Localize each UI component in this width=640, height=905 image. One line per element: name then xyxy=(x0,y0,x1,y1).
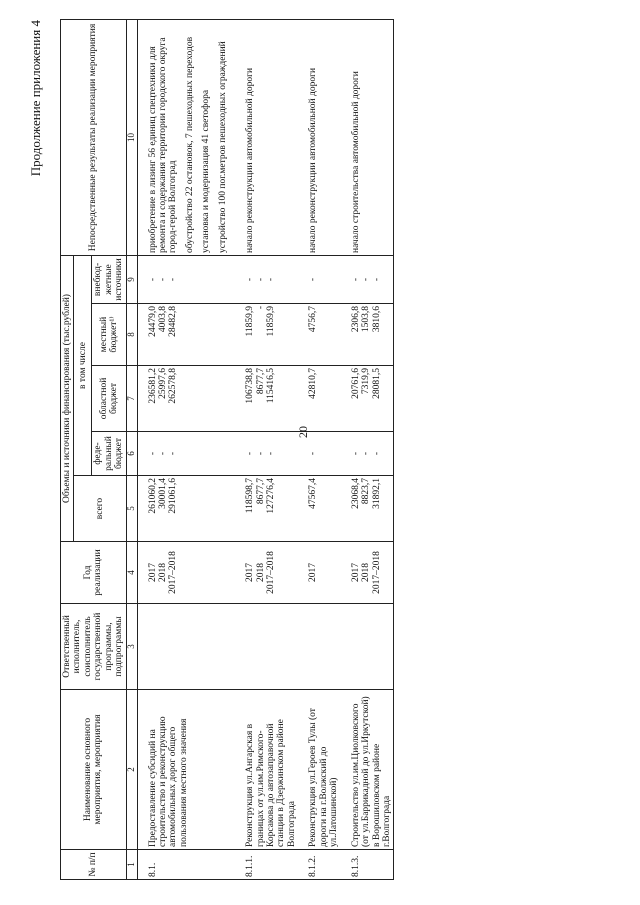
result-item: начало реконструкции автомобильной дороги xyxy=(245,67,256,253)
row-federal: - - - xyxy=(235,432,298,476)
row-federal: - - - xyxy=(341,432,394,476)
header-including-group: в том числе xyxy=(74,255,92,475)
row-executor xyxy=(341,604,394,690)
row-results xyxy=(235,19,298,255)
row-total: 118598,7 8677,7 127276,4 xyxy=(235,476,298,542)
row-results xyxy=(341,19,394,255)
column-number: 8 xyxy=(126,304,137,366)
row-regional: 42810,7 xyxy=(298,366,340,432)
row-number: 8.1.1. xyxy=(235,850,298,880)
row-local: 11859,9 - 11859,9 xyxy=(235,304,298,366)
header-local: местный бюджет¹⁾ xyxy=(92,304,126,366)
row-name: Реконструкция ул.Ангарская в границах от ул.им.Римского-Корсакова до автозаправочной станции в Дзержинском районе Волгограда xyxy=(235,690,298,850)
result-item: начало реконструкции автомобильной дороги xyxy=(308,67,319,253)
header-offbudget: внебюд-жетные источники xyxy=(92,255,126,303)
row-federal: - xyxy=(298,432,340,476)
row-executor xyxy=(298,604,340,690)
header-year: Год реализации xyxy=(61,542,127,604)
row-offbudget: - - - xyxy=(235,255,298,303)
row-number: 8.1. xyxy=(137,850,235,880)
row-total: 23068,4 8823,7 31892,1 xyxy=(341,476,394,542)
row-number: 8.1.2. xyxy=(298,850,340,880)
header-results: Непосредственные результаты реализации мероприятия xyxy=(61,19,127,255)
header-financing-group: Объемы и источники финансирования (тыс.рублей) xyxy=(61,255,74,541)
header-federal: феде-ральный бюджет xyxy=(92,432,126,476)
column-number: 10 xyxy=(126,19,137,255)
row-results xyxy=(137,19,235,255)
row-local: 24479,0 4003,8 28482,8 xyxy=(137,304,235,366)
row-offbudget: - - - xyxy=(341,255,394,303)
result-item: приобретение в лизинг 56 единиц спецтехники для ремонта и содержания территории городского округа город-герой Волгоград xyxy=(147,37,179,253)
row-federal: - - - xyxy=(137,432,235,476)
result-item: устройство 100 пог.метров пешеходных ограждений xyxy=(217,41,228,253)
header-num: № п/п xyxy=(61,850,127,880)
rotated-table-container xyxy=(28,20,600,880)
column-number-row xyxy=(126,19,137,879)
row-years: 2017 2018 2017–2018 xyxy=(341,542,394,604)
row-results xyxy=(298,19,340,255)
header-row-1 xyxy=(61,19,74,879)
page-number: 20 xyxy=(296,426,310,438)
row-regional: 236581,2 25997,6 262578,8 xyxy=(137,366,235,432)
financing-table xyxy=(60,19,394,880)
column-number: 3 xyxy=(126,604,137,690)
result-item: начало строительства автомобильной дороги xyxy=(350,71,361,253)
row-total: 47567,4 xyxy=(298,476,340,542)
row-name: Реконструкция ул.Героев Тулы (от дороги на г.Волжский до ул.Латошинской) xyxy=(298,690,340,850)
header-regional: областной бюджет xyxy=(92,366,126,432)
row-years: 2017 2018 2017–2018 xyxy=(137,542,235,604)
row-local: 2306,8 1503,8 3810,6 xyxy=(341,304,394,366)
row-executor xyxy=(235,604,298,690)
row-number: 8.1.3. xyxy=(341,850,394,880)
table-row xyxy=(235,19,298,879)
row-local: 4756,7 xyxy=(298,304,340,366)
row-offbudget: - xyxy=(298,255,340,303)
table-row xyxy=(298,19,340,879)
column-number: 1 xyxy=(126,850,137,880)
column-number: 7 xyxy=(126,366,137,432)
row-regional: 106738,8 8677,7 115416,5 xyxy=(235,366,298,432)
row-name: Строительство ул.им.Циолковского (от ул.Баррикадной до ул.Иркутской) в Ворошиловском районе г.Волгограда xyxy=(341,690,394,850)
header-name: Наименование основного мероприятия, мероприятия xyxy=(61,690,127,850)
row-offbudget: - - - xyxy=(137,255,235,303)
column-number: 2 xyxy=(126,690,137,850)
continuation-label: Продолжение приложения 4 xyxy=(28,20,43,177)
table-row xyxy=(137,19,235,879)
header-executor: Ответственный исполнитель, соисполнитель государственной программы, подпрограммы xyxy=(61,604,127,690)
header-total: всего xyxy=(74,476,126,542)
row-years: 2017 2018 2017–2018 xyxy=(235,542,298,604)
column-number: 5 xyxy=(126,476,137,542)
result-item: установка и модернизация 41 светофора xyxy=(201,89,212,253)
column-number: 6 xyxy=(126,432,137,476)
result-item: обустройство 22 остановок, 7 пешеходных переходов xyxy=(184,36,195,253)
row-years: 2017 xyxy=(298,542,340,604)
row-executor xyxy=(137,604,235,690)
row-total: 261060,2 30001,4 291061,6 xyxy=(137,476,235,542)
table-row xyxy=(341,19,394,879)
column-number: 4 xyxy=(126,542,137,604)
row-name: Предоставление субсидий на строительство и реконструкцию автомобильных дорог общего пользования местного значения xyxy=(137,690,235,850)
column-number: 9 xyxy=(126,255,137,303)
row-regional: 20761,6 7319,9 28081,5 xyxy=(341,366,394,432)
